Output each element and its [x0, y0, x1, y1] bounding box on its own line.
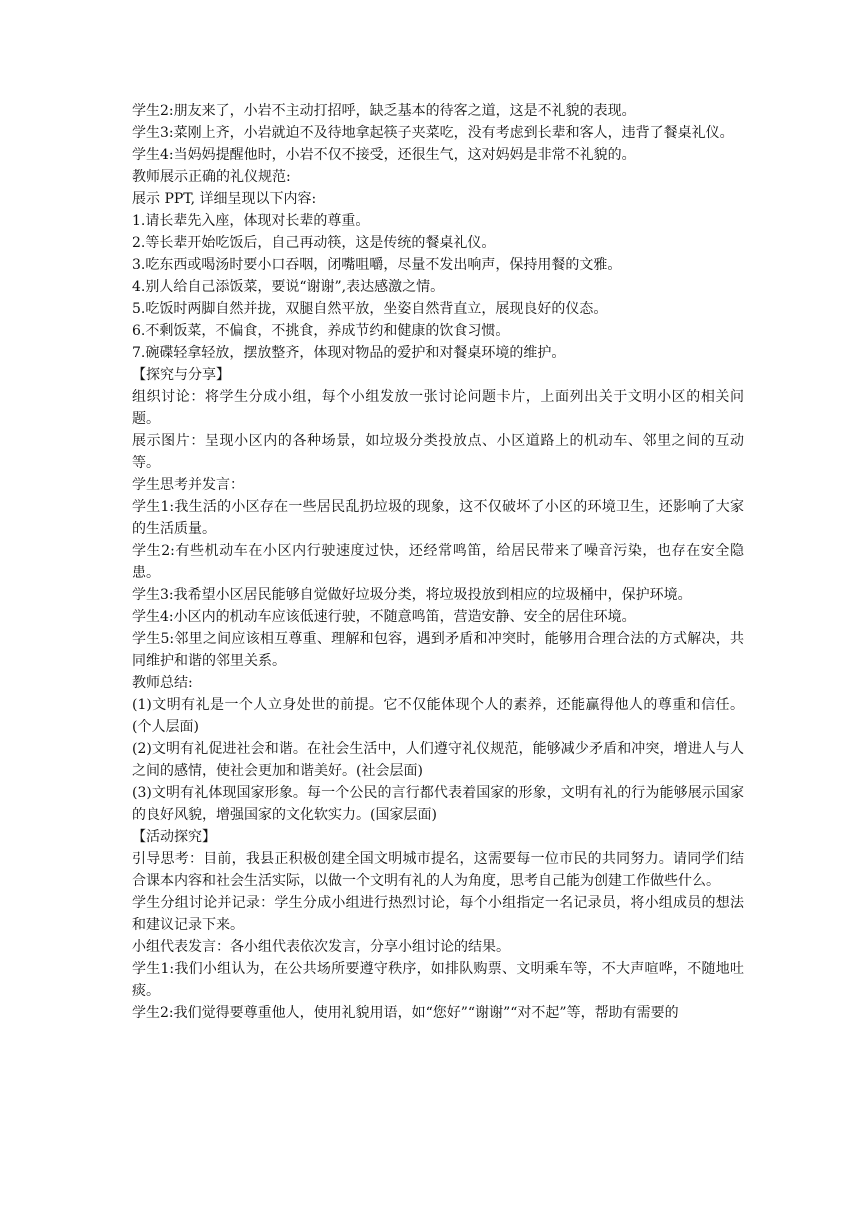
paragraph: 学生3:我希望小区居民能够自觉做好垃圾分类，将垃圾投放到相应的垃圾桶中，保护环境。: [132, 587, 692, 603]
paragraph: 组织讨论：将学生分成小组，每个小组发放一张讨论问题卡片，上面列出关于文明小区的相关问题。: [132, 389, 744, 427]
paragraph: 学生思考并发言：: [132, 477, 244, 493]
paragraph: 学生1:我生活的小区存在一些居民乱扔垃圾的现象，这不仅破坏了小区的环境卫生，还影响了大家的生活质量。: [132, 499, 744, 537]
paragraph: 学生3:菜刚上齐，小岩就迫不及待地拿起筷子夹菜吃，没有考虑到长辈和客人，违背了餐桌礼仪。: [132, 125, 734, 141]
paragraph: 引导思考：目前，我县正积极创建全国文明城市提名，这需要每一位市民的共同努力。请同学们结合课本内容和社会生活实际，以做一个文明有礼的人为角度，思考自己能为创建工作做些什么。: [132, 851, 744, 889]
summary-item: (1)文明有礼是一个人立身处世的前提。它不仅能体现个人的素养，还能赢得他人的尊重和信任。(个人层面): [132, 697, 744, 735]
list-item: 5.吃饭时两脚自然并拢，双腿自然平放，坐姿自然背直立，展现良好的仪态。: [132, 301, 608, 317]
list-item: 3.吃东西或喝汤时要小口吞咽，闭嘴咀嚼，尽量不发出响声，保持用餐的文雅。: [132, 257, 622, 273]
list-item: 1.请长辈先入座，体现对长辈的尊重。: [132, 213, 370, 229]
summary-item: (3)文明有礼体现国家形象。每一个公民的言行都代表着国家的形象，文明有礼的行为能够展示国家的良好风貌，增强国家的文化软实力。(国家层面): [132, 785, 744, 823]
paragraph: 学生1:我们小组认为，在公共场所要遵守秩序，如排队购票、文明乘车等，不大声喧哗，不随地吐痰。: [132, 961, 744, 999]
paragraph: 展示 PPT, 详细呈现以下内容:: [132, 191, 317, 207]
summary-item: (2)文明有礼促进社会和谐。在社会生活中，人们遵守礼仪规范，能够减少矛盾和冲突，增进人与人之间的感情，使社会更加和谐美好。(社会层面): [132, 741, 744, 779]
paragraph: 教师展示正确的礼仪规范:: [132, 169, 291, 185]
paragraph: 学生分组讨论并记录：学生分成小组进行热烈讨论，每个小组指定一名记录员，将小组成员的想法和建议记录下来。: [132, 895, 744, 933]
list-item: 2.等长辈开始吃饭后，自己再动筷，这是传统的餐桌礼仪。: [132, 235, 496, 251]
paragraph: 学生5:邻里之间应该相互尊重、理解和包容，遇到矛盾和冲突时，能够用合理合法的方式解决，共同维护和谐的邻里关系。: [132, 631, 744, 669]
paragraph: 学生2:我们觉得要尊重他人，使用礼貌用语，如“您好”“谢谢”“对不起”等，帮助有需要的: [132, 1005, 679, 1021]
list-item: 7.碗碟轻拿轻放，摆放整齐，体现对物品的爱护和对餐桌环境的维护。: [132, 345, 566, 361]
paragraph: 学生4:小区内的机动车应该低速行驶，不随意鸣笛，营造安静、安全的居住环境。: [132, 609, 636, 625]
list-item: 4.别人给自己添饭菜，要说“谢谢”,表达感激之情。: [132, 279, 445, 295]
paragraph: 学生2:有些机动车在小区内行驶速度过快，还经常鸣笛，给居民带来了噪音污染，也存在安全隐患。: [132, 543, 744, 581]
document-body: [132, 100, 744, 1024]
paragraph: 小组代表发言：各小组代表依次发言，分享小组讨论的结果。: [132, 939, 510, 955]
paragraph: 学生2:朋友来了，小岩不主动打招呼，缺乏基本的待客之道，这是不礼貌的表现。: [132, 103, 636, 119]
paragraph: 教师总结:: [132, 675, 193, 691]
list-item: 6.不剩饭菜，不偏食，不挑食，养成节约和健康的饮食习惯。: [132, 323, 510, 339]
paragraph: 学生4:当妈妈提醒他时，小岩不仅不接受，还很生气，这对妈妈是非常不礼貌的。: [132, 147, 636, 163]
section-heading: 【探究与分享】: [132, 367, 230, 383]
section-heading: 【活动探究】: [132, 829, 216, 845]
paragraph: 展示图片：呈现小区内的各种场景，如垃圾分类投放点、小区道路上的机动车、邻里之间的互动等。: [132, 433, 744, 471]
